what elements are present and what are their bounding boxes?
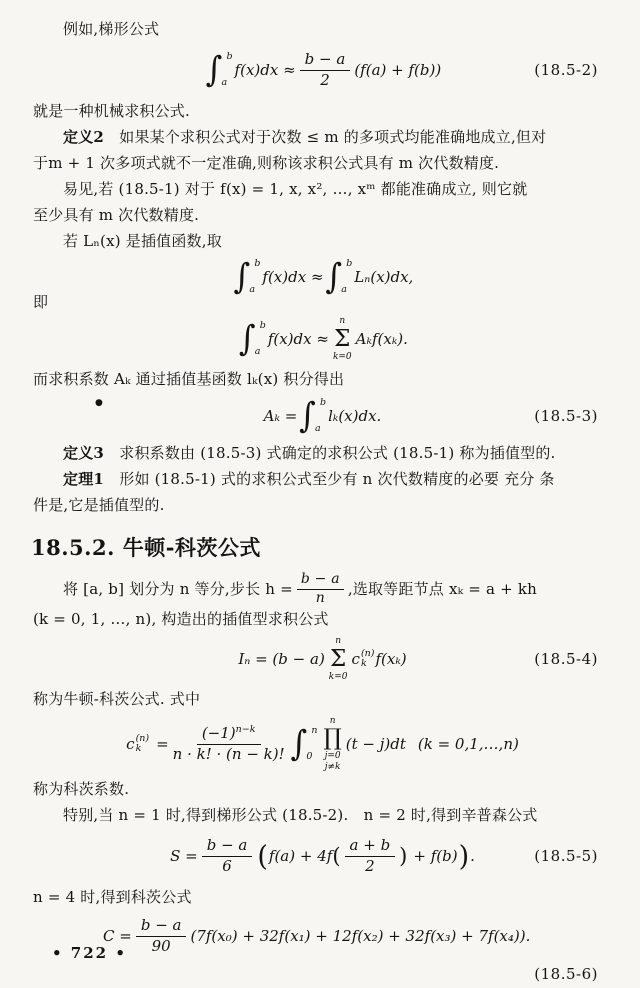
para-newton-cotes: 称为牛顿-科茨公式. 式中 <box>33 690 201 708</box>
theorem-1-line-1 <box>33 466 612 492</box>
eq-lhs: S = <box>170 847 198 865</box>
para-yijian-line-2: 至少具有 m 次代数精度. <box>33 206 200 224</box>
numerator-superscript: n−k <box>235 724 256 736</box>
eq-condition: (k = 0,1,…,n) <box>417 735 519 753</box>
eq-body: (7f(x₀) + 32f(x₁) + 12f(x₂) + 32f(x₃) + 7f(x₄)). <box>190 927 531 945</box>
upper-limit: b <box>319 397 327 408</box>
eq-body: + f(b) <box>413 847 458 865</box>
definition-2-text: 如果某个求积公式对于次数 ≤ m 的多项式均能准确地成立,但对 <box>104 128 547 146</box>
definition-2-label: 定义2 <box>63 128 105 146</box>
definition-3-text: 求积系数由 (18.5-3) 式确定的求积公式 (18.5-1) 称为插值型的. <box>104 444 556 462</box>
sigma-icon: Σ <box>334 325 351 352</box>
integral <box>239 316 266 358</box>
upper-limit: b <box>346 258 353 269</box>
lower-limit: a <box>249 283 255 295</box>
fraction-denominator: 6 <box>222 856 232 875</box>
integral-limits <box>343 259 352 295</box>
integral-icon: ∫ <box>299 393 316 435</box>
text: 将 [a, b] 划分为 n 等分,步长 h = <box>63 580 293 598</box>
lower-limit: a <box>254 345 261 357</box>
fraction <box>173 725 285 763</box>
text: ,选取等距节点 xₖ = a + kh <box>347 580 537 598</box>
fraction-denominator: n <box>315 589 325 606</box>
para-mechanical-quadrature: 就是一种机械求积公式. <box>33 102 190 120</box>
period: . <box>470 847 475 865</box>
fraction-numerator <box>197 725 261 744</box>
inner-fraction <box>345 837 396 875</box>
equation-number: (18.5-5) <box>534 847 598 865</box>
equals-sign: = <box>156 735 169 753</box>
equation-sum-quadrature <box>33 312 612 366</box>
theorem-1-label: 定理1 <box>63 470 105 488</box>
equation-cotes-coefficient <box>33 712 612 776</box>
sum-upper-limit: n <box>339 316 346 327</box>
sum-upper-limit: n <box>335 636 342 647</box>
eq-body: f(a) + 4f <box>268 847 333 865</box>
product-lower-limit-1: j=0 <box>324 751 341 762</box>
integral-limits <box>223 52 232 88</box>
integral-limits <box>254 320 266 357</box>
para-trapezoid-intro: 例如,梯形公式 <box>63 20 160 38</box>
equation-18-5-5 <box>33 828 612 884</box>
section-heading: 18.5.2. 牛顿-科茨公式 <box>31 535 261 560</box>
definition-2-line-1 <box>33 124 612 150</box>
eq-body: Lₙ(x)dx, <box>354 268 414 286</box>
integral <box>233 254 261 296</box>
numerator-base: (−1) <box>201 724 236 743</box>
coef-sup-sub <box>136 734 150 755</box>
inner-open-paren: ( <box>332 843 341 868</box>
equation-interp-integral <box>33 254 612 300</box>
summation <box>329 636 348 682</box>
eq-lhs: C = <box>103 927 132 945</box>
equation-18-5-3 <box>33 392 612 440</box>
fraction-denominator: 2 <box>320 70 330 89</box>
para-n-equals-4: n = 4 时,得到科茨公式 <box>33 888 192 906</box>
sum-lower-limit: k=0 <box>332 351 352 362</box>
eq-body: (f(a) + f(b)) <box>354 61 442 79</box>
integral-limits <box>251 259 260 295</box>
integral <box>299 393 327 435</box>
pi-icon: ∏ <box>323 725 342 752</box>
eq-body: lₖ(x)dx. <box>328 407 382 425</box>
para-cotes-coefficients: 称为科茨系数. <box>33 780 130 798</box>
equation-number: (18.5-6) <box>534 965 598 983</box>
para-partition-line-1 <box>33 572 612 606</box>
page-number: • 722 • <box>52 944 127 962</box>
integral-icon: ∫ <box>233 254 251 296</box>
close-paren: ) <box>458 839 470 873</box>
lower-limit: a <box>221 76 228 88</box>
theorem-1-line-2: 件是,它是插值型的. <box>33 496 165 514</box>
upper-limit: n <box>311 725 318 736</box>
eq-body: (t − j)dt <box>345 735 406 753</box>
integral-icon: ∫ <box>325 254 343 296</box>
fraction <box>202 837 253 875</box>
fraction <box>136 917 187 955</box>
equation-number: (18.5-2) <box>534 61 598 79</box>
integral <box>325 254 353 296</box>
lower-limit: a <box>341 283 347 295</box>
fraction-denominator: 90 <box>151 936 171 955</box>
fraction-numerator: b − a <box>300 51 351 70</box>
integral-icon: ∫ <box>290 721 308 763</box>
eq-lhs: Iₙ = (b − a) <box>238 650 325 668</box>
theorem-1-text: 形如 (18.5-1) 式的求积公式至少有 n 次代数精度的必要 充分 条 <box>104 470 555 488</box>
integral-limits <box>308 726 317 762</box>
upper-limit: b <box>226 51 233 62</box>
para-yijian-line-1: 易见,若 (18.5-1) 对于 f(x) = 1, x, x², …, xᵐ 都能准确成立, 则它就 <box>63 180 528 198</box>
para-coefficients: 而求积系数 Aₖ 通过插值基函数 lₖ(x) 积分得出 <box>33 370 345 388</box>
product-upper-limit: n <box>329 715 336 726</box>
fraction <box>300 51 351 89</box>
fraction <box>297 572 344 606</box>
equation-18-5-2 <box>33 44 612 96</box>
eq-body: f(x)dx ≈ <box>234 61 296 79</box>
open-paren: ( <box>257 839 268 873</box>
coef-subscript: k <box>360 658 367 669</box>
summation <box>333 316 352 362</box>
lower-limit: a <box>314 422 321 434</box>
upper-limit: b <box>259 320 266 331</box>
sum-lower-limit: k=0 <box>328 671 348 682</box>
para-jie: 即 <box>33 293 49 311</box>
coef-sup-sub <box>361 649 375 670</box>
integral-limits <box>314 397 327 434</box>
para-special-cases: 特别,当 n = 1 时,得到梯形公式 (18.5-2). n = 2 时,得到辛普森公式 <box>63 806 538 824</box>
upper-limit: b <box>254 258 261 269</box>
para-partition-line-2: (k = 0, 1, …, n), 构造出的插值型求积公式 <box>33 610 329 628</box>
equation-number: (18.5-3) <box>534 407 598 425</box>
sigma-icon: Σ <box>330 645 347 672</box>
eq-body: f(xₖ) <box>375 650 407 668</box>
product-lower-limit-2: j≠k <box>324 761 341 772</box>
equation-18-5-4 <box>33 632 612 686</box>
inner-close-paren: ) <box>399 843 408 868</box>
stray-dot: ● <box>95 398 103 408</box>
eq-body: f(x)dx ≈ <box>262 268 324 286</box>
lower-limit: 0 <box>306 750 313 762</box>
integral-icon: ∫ <box>205 47 223 89</box>
coef-subscript: k <box>135 743 142 754</box>
fraction-numerator: a + b <box>345 837 396 856</box>
para-interpolation-func: 若 Lₙ(x) 是插值函数,取 <box>63 232 222 250</box>
fraction-denominator: 2 <box>365 856 375 875</box>
integral <box>205 47 233 89</box>
integral-icon: ∫ <box>239 316 256 358</box>
cotes-coefficient: c <box>126 735 135 753</box>
fraction-numerator: b − a <box>297 572 344 589</box>
cotes-coefficient: c <box>351 650 360 668</box>
definition-3 <box>33 440 612 466</box>
coef-superscript: (n) <box>135 732 150 744</box>
fraction-denominator: n · k! · (n − k)! <box>172 744 285 763</box>
equation-number: (18.5-4) <box>534 650 598 668</box>
definition-2-line-2: 于m + 1 次多项式就不一定准确,则称该求积公式具有 m 次代数精度. <box>33 154 500 172</box>
eq-body: f(x)dx ≈ <box>267 330 329 348</box>
product <box>323 716 341 772</box>
definition-3-label: 定义3 <box>63 444 105 462</box>
fraction-numerator: b − a <box>202 837 253 856</box>
coef-superscript: (n) <box>360 647 375 659</box>
eq-body: Aₖf(xₖ). <box>355 330 408 348</box>
fraction-numerator: b − a <box>136 917 187 936</box>
eq-lhs: Aₖ = <box>263 407 298 425</box>
integral <box>290 721 318 763</box>
